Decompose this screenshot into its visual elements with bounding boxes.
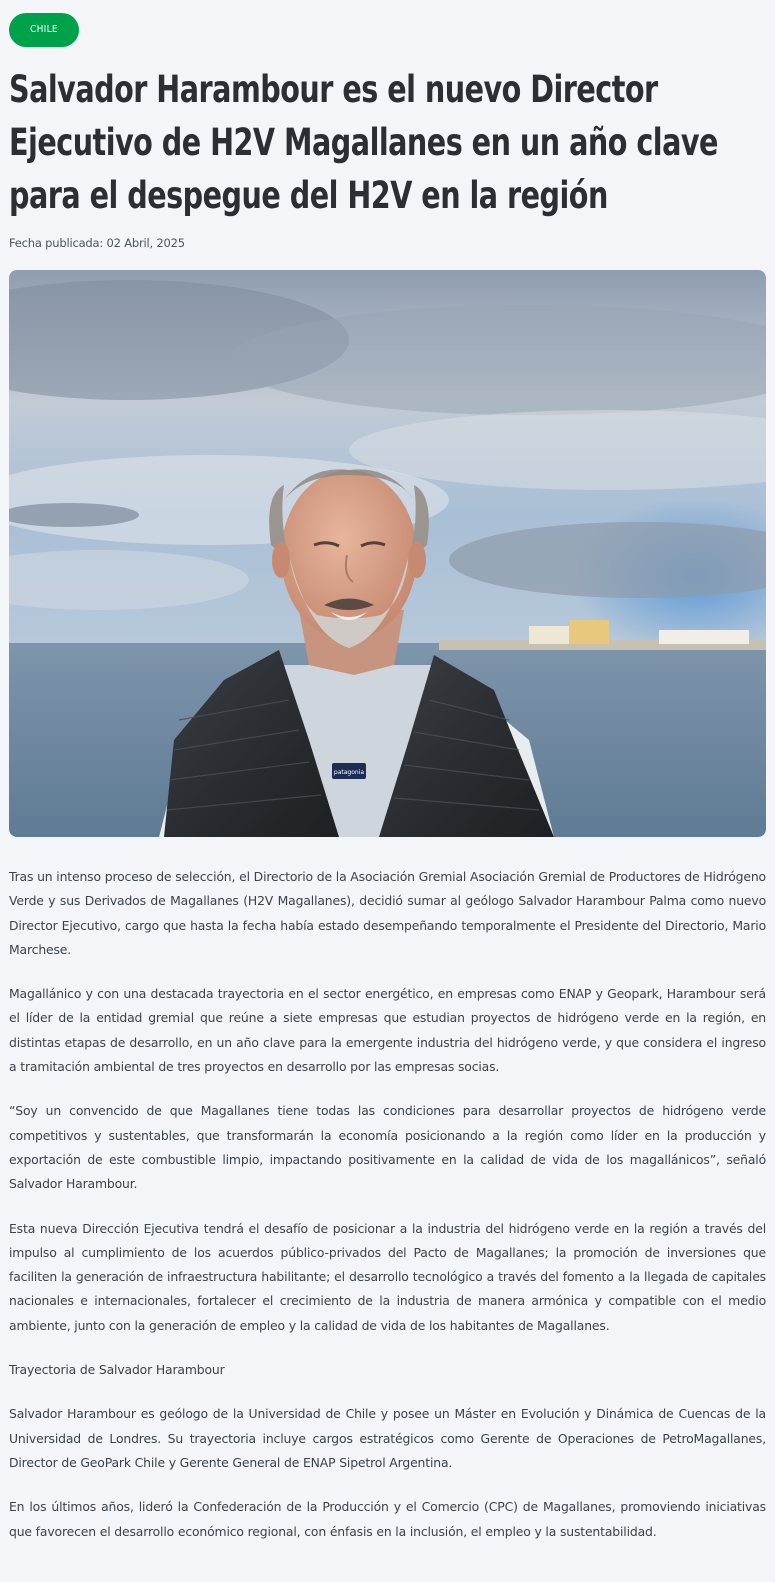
paragraph-2: Magallánico y con una destacada trayectoria en el sector energético, en empresas como ENAP y Geopark, Harambour será el líder de la entidad gremial que reúne a siete empresas que estudian proyectos de hidrógeno verde en la región, en distintas etapas de desarrollo, en un año clave para la emergente industria del hidrógeno verde, y que considera el ingreso a tramitación ambiental de tres proyectos en desarrollo por las empresas socias.	[9, 986, 766, 1075]
paragraph-7: En los últimos años, lideró la Confederación de la Producción y el Comercio (CPC) de Magallanes, promoviendo iniciativas que favorecen el desarrollo económico regional, con énfasis en la inclusión, el empleo y la sustentabilidad.	[9, 1499, 766, 1539]
paragraph-1: Tras un intenso proceso de selección, el Directorio de la Asociación Gremial Asociación Gremial de Productores de Hidrógeno Verde y sus Derivados de Magallanes (H2V Magallanes), decidió sumar al geólogo Salvador Harambour Palma como nuevo Director Ejecutivo, cargo que hasta la fecha había estado desempeñando temporalmente el Presidente del Directorio, Mario Marchese.	[9, 869, 766, 957]
publish-date-value: 02 Abril, 2025	[106, 236, 185, 250]
article-title: Salvador Harambour es el nuevo Director Ejecutivo de H2V Magallanes en un año clave para el despegue del H2V en la región	[9, 68, 718, 217]
portrait-photo-illustration	[9, 270, 766, 837]
vest-logo-text: patagonia	[333, 769, 365, 776]
section-subheading: Trayectoria de Salvador Harambour	[9, 1362, 225, 1378]
publish-date-label: Fecha publicada:	[9, 236, 104, 250]
category-badge[interactable]: CHILE	[9, 13, 79, 47]
article-photo	[9, 270, 766, 837]
article	[9, 13, 766, 1564]
publish-date	[9, 236, 766, 250]
paragraph-quote: “Soy un convencido de que Magallanes tiene todas las condiciones para desarrollar proyectos de hidrógeno verde competitivos y sustentables, que transformarán la economía posicionando a la región como líder en la producción y exportación de este combustible limpio, impactando positivamente en la calidad de vida de los magallánicos”, señaló Salvador Harambour.	[9, 1103, 766, 1192]
paragraph-6: Salvador Harambour es geólogo de la Universidad de Chile y posee un Máster en Evolución y Dinámica de Cuencas de la Universidad de Londres. Su trayectoria incluye cargos estratégicos como Gerente de Operaciones de PetroMagallanes, Director de GeoPark Chile y Gerente General de ENAP Sipetrol Argentina.	[9, 1406, 766, 1470]
article-body	[9, 865, 766, 1544]
paragraph-4: Esta nueva Dirección Ejecutiva tendrá el desafío de posicionar a la industria del hidrógeno verde en la región a través del impulso al cumplimiento de los acuerdos público-privados del Pacto de Magallanes; la promoción de inversiones que faciliten la generación de infraestructura habilitante; el desarrollo tecnológico a través del fomento a la llegada de capitales nacionales e internacionales, fortalecer el crecimiento de la industria de manera armónica y compatible con el medio ambiente, junto con la generación de empleo y la calidad de vida de los habitantes de Magallanes.	[9, 1220, 766, 1333]
